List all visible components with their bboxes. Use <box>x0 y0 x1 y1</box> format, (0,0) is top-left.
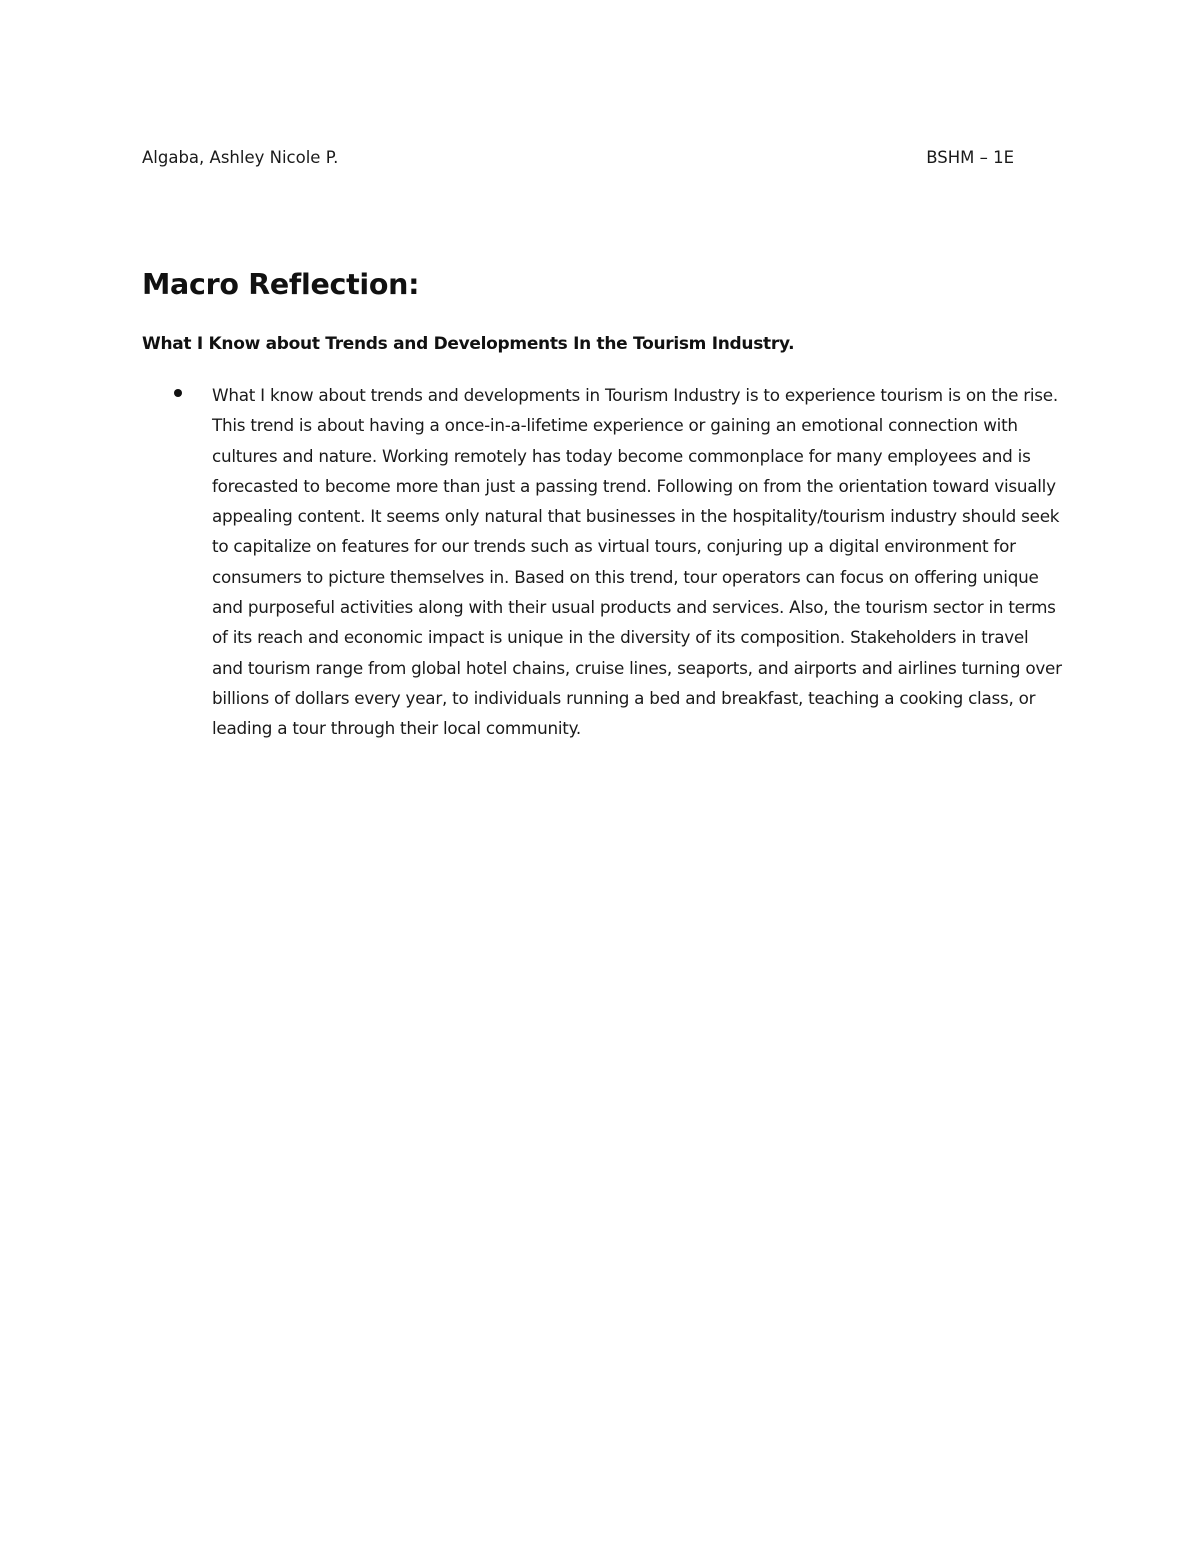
document-header <box>142 146 1014 170</box>
bullet-paragraph: What I know about trends and developments in Tourism Industry is to experience tourism is on the rise. This trend is about having a once-in-a-lifetime experience or gaining an emotional connection with cultures and nature. Working remotely has today become commonplace for many employees and is forecasted to become more than just a passing trend. Following on from the orientation toward visually appealing content. It seems only natural that businesses in the hospitality/tourism industry should seek to capitalize on features for our trends such as virtual tours, conjuring up a digital environment for consumers to picture themselves in. Based on this trend, tour operators can focus on offering unique and purposeful activities along with their usual products and services. Also, the tourism sector in terms of its reach and economic impact is unique in the diversity of its composition. Stakeholders in travel and tourism range from global hotel chains, cruise lines, seaports, and airports and airlines turning over billions of dollars every year, to individuals running a bed and breakfast, teaching a cooking class, or leading a tour through their local community. <box>212 385 1062 739</box>
list-item <box>172 380 1062 744</box>
bullet-icon <box>174 389 182 397</box>
document-subtitle: What I Know about Trends and Developments In the Tourism Industry. <box>142 334 795 354</box>
bullet-list <box>172 380 1062 744</box>
student-name: Algaba, Ashley Nicole P. <box>142 148 339 167</box>
document-title: Macro Reflection: <box>142 268 420 301</box>
class-section: BSHM – 1E <box>926 148 1014 167</box>
